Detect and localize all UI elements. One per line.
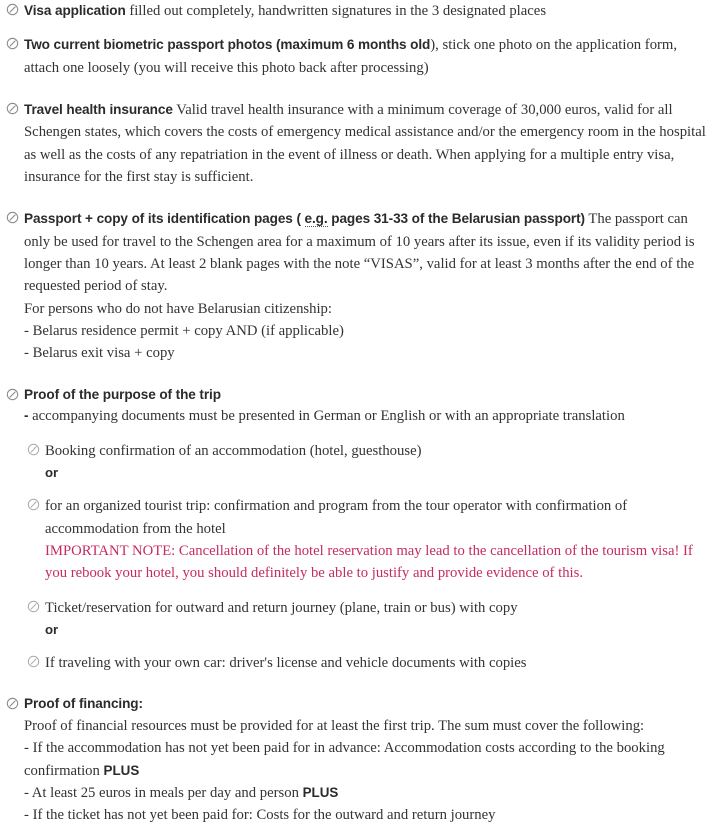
- financing-line-text: - If the accommodation has not yet been paid for in advance: Accommodation costs according to the booking confirmation: [24, 740, 665, 779]
- requirement-title: Travel health insurance: [24, 102, 173, 118]
- requirement-travel-health-insurance: [0, 99, 718, 188]
- plus-label: PLUS: [302, 785, 339, 801]
- paren-close: ): [580, 211, 585, 227]
- subrequirement-body: If traveling with your own car: driver's license and vehicle documents with copies: [45, 655, 527, 671]
- circled-check-icon: [6, 37, 19, 50]
- requirement-subtitle-line: [24, 405, 710, 427]
- financing-line: Proof of financial resources must be provided for at least the first trip. The sum must cover the following:: [24, 718, 645, 734]
- subrequirement-body: Booking confirmation of an accommodation (hotel, guesthouse): [45, 442, 422, 459]
- subrequirement-body: Ticket/reservation for outward and return journey (plane, train or bus) with copy: [45, 599, 518, 616]
- requirement-title: Proof of financing:: [24, 696, 143, 712]
- circled-check-icon: [6, 102, 19, 115]
- circled-check-icon: [6, 697, 19, 710]
- circled-check-icon: [27, 655, 40, 668]
- financing-line: - If the ticket has not yet been paid for: Costs for the outward and return journey: [24, 807, 496, 824]
- subrequirement-organized-tourist-trip: [0, 495, 718, 584]
- subrequirement-body: for an organized tourist trip: confirmation and program from the tour operator with confirmation of accommodation from the hotel: [45, 498, 628, 537]
- paren-open: (: [292, 211, 305, 227]
- subrequirement-ticket-reservation: [0, 597, 718, 640]
- financing-line: [24, 782, 710, 804]
- requirement-extra-line: - Belarus residence permit + copy AND (if applicable): [24, 323, 344, 340]
- financing-line-text: - At least 25 euros in meals per day and person: [24, 785, 303, 802]
- requirement-passport-and-copy: [0, 208, 718, 364]
- requirement-passport-photos: [0, 34, 718, 79]
- financing-line: [24, 737, 710, 782]
- requirement-proof-of-purpose: [0, 385, 718, 428]
- requirement-title: Visa application: [24, 3, 126, 18]
- paren-open: (: [272, 37, 281, 53]
- or-separator: or: [45, 621, 59, 637]
- requirement-title: Two current biometric passport photos: [24, 37, 273, 53]
- requirement-body: ), stick one photo on the application form, attach one loosely (you will receive this photo back after processing): [24, 37, 678, 76]
- requirement-emphasis: maximum 6 months old: [280, 37, 431, 53]
- requirement-title-tail: pages 31-33 of the Belarusian passport: [327, 211, 581, 227]
- requirement-title: Proof of the purpose of the trip: [24, 386, 221, 402]
- plus-label: PLUS: [103, 762, 140, 778]
- dash-marker: -: [24, 408, 29, 424]
- circled-check-icon: [6, 388, 19, 401]
- abbreviation-eg[interactable]: e.g.: [304, 211, 328, 227]
- circled-check-icon: [27, 600, 40, 613]
- subrequirement-booking-confirmation: [0, 440, 718, 483]
- requirement-visa-application: [0, 0, 718, 22]
- circled-check-icon: [6, 3, 19, 16]
- requirement-subtitle: accompanying documents must be presented in German or English or with an appropriate translation: [28, 408, 625, 425]
- circled-check-icon: [27, 498, 40, 511]
- requirement-body: Valid travel health insurance with a minimum coverage of 30,000 euros, valid for all Schengen states, which covers the costs of emergency medical assistance and/or the emergency room in the hospital as well as the costs of any repatriation in the event of illness or death. When applying for a multiple entry visa, insurance for the first stay is sufficient.: [24, 102, 706, 186]
- requirement-title: Passport + copy of its identification pages: [24, 211, 293, 227]
- or-separator: or: [45, 465, 59, 481]
- requirement-body: The passport can only be used for travel to the Schengen area for a maximum of 10 years after its issue, even if its validity period is longer than 10 years. At least 2 blank pages with the note “VISAS”, valid for at least 3 months after the end of the requested period of stay.: [24, 211, 695, 295]
- important-note: IMPORTANT NOTE: Cancellation of the hotel reservation may lead to the cancellation of the tourism visa! If you rebook your hotel, you should definitely be able to justify and provide evidence of this.: [45, 542, 693, 582]
- subrequirement-own-car: [0, 652, 718, 674]
- circled-check-icon: [6, 211, 19, 224]
- requirement-proof-of-financing: [0, 694, 718, 826]
- requirement-extra-line: - Belarus exit visa + copy: [24, 345, 175, 362]
- requirement-extra-line: For persons who do not have Belarusian citizenship:: [24, 300, 332, 317]
- circled-check-icon: [27, 443, 40, 456]
- requirement-body: filled out completely, handwritten signatures in the 3 designated places: [125, 3, 547, 19]
